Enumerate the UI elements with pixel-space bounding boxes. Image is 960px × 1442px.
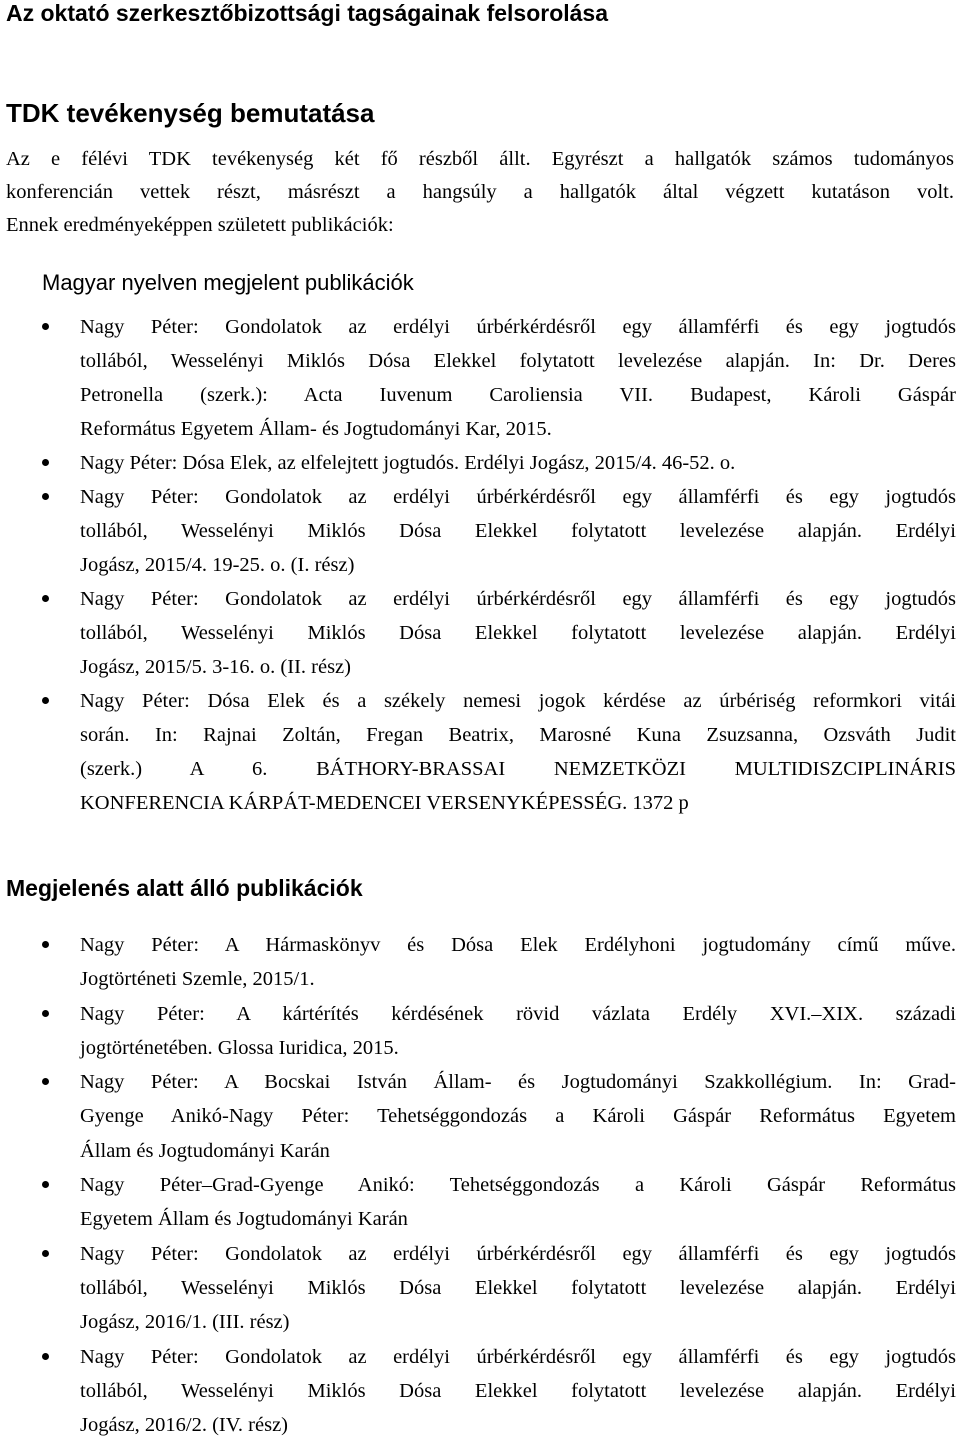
publication-item [0,1237,956,1340]
bullet-icon [42,997,62,1031]
publication-line: tollából, Wesselényi Miklós Dósa Elekkel folytatott levelezése alapján. Erdélyi [80,622,956,644]
publication-line: Állam és Jogtudományi Karán [80,1139,330,1162]
forthcoming-list [0,928,956,1442]
published-list [0,310,956,820]
publication-line: Jogtörténeti Szemle, 2015/1. [80,968,315,991]
publication-line: Nagy Péter: Gondolatok az erdélyi úrbérkérdésről egy államférfi és egy jogtudós [80,1345,956,1368]
publication-item [0,1168,956,1237]
publication-line: tollából, Wesselényi Miklós Dósa Elekkel folytatott levelezése alapján. Erdélyi [80,1276,956,1299]
publication-item [0,446,956,480]
publication-line: Jogász, 2015/4. 19-25. o. (I. rész) [80,554,355,576]
publication-item [0,1065,956,1168]
publication-line: Nagy Péter–Grad-Gyenge Anikó: Tehetséggondozás a Károli Gáspár Református [80,1174,956,1197]
bullet-icon [42,582,62,616]
publication-line: Nagy Péter: A Hármaskönyv és Dósa Elek Erdélyhoni jogtudomány című műve. [80,934,956,956]
bullet-icon [42,446,62,480]
publication-item [0,1340,956,1442]
bullet-icon [42,1168,62,1202]
bullet-icon [42,480,62,514]
publication-line: Református Egyetem Állam- és Jogtudományi Kar, 2015. [80,418,552,440]
publication-item [0,997,956,1066]
publication-line: tollából, Wesselényi Miklós Dósa Elekkel folytatott levelezése alapján. Erdélyi [80,520,956,542]
publication-item [0,582,956,684]
publication-item [0,480,956,582]
heading-forthcoming-publications: Megjelenés alatt álló publikációk [6,875,363,901]
publication-item [0,310,956,446]
publication-line: Nagy Péter: A Bocskai István Állam- és Jogtudományi Szakkollégium. In: Grad- [80,1071,956,1094]
publication-line: Nagy Péter: Dósa Elek, az elfelejtett jogtudós. Erdélyi Jogász, 2015/4. 46-52. o. [80,452,736,474]
publication-line: Egyetem Állam és Jogtudományi Karán [80,1208,408,1231]
heading-editorial-board: Az oktató szerkesztőbizottsági tagságainak felsorolása [6,0,609,26]
bullet-icon [42,1237,62,1271]
publication-line: Jogász, 2015/5. 3-16. o. (II. rész) [80,656,351,678]
publication-line: Petronella (szerk.): Acta Iuvenum Caroliensia VII. Budapest, Károli Gáspár [80,384,956,406]
publication-item [0,928,956,997]
publication-line: Nagy Péter: Gondolatok az erdélyi úrbérkérdésről egy államférfi és egy jogtudós [80,486,956,508]
publication-line: Nagy Péter: Gondolatok az erdélyi úrbérkérdésről egy államférfi és egy jogtudós [80,1242,956,1265]
publication-item [0,684,956,820]
publication-line: tollából, Wesselényi Miklós Dósa Elekkel folytatott levelezése alapján. In: Dr. Deres [80,350,956,372]
publication-line: Nagy Péter: Dósa Elek és a székely nemesi jogok kérdése az úrbériség reformkori vitái [80,690,956,712]
publication-line: KONFERENCIA KÁRPÁT-MEDENCEI VERSENYKÉPESSÉG. 1372 p [80,792,689,814]
heading-hungarian-publications: Magyar nyelven megjelent publikációk [42,270,414,295]
intro-line: Ennek eredményeképpen született publikációk: [6,214,394,236]
publication-line: Nagy Péter: Gondolatok az erdélyi úrbérkérdésről egy államférfi és egy jogtudós [80,316,956,338]
heading-tdk-activity: TDK tevékenység bemutatása [6,98,375,128]
intro-line: Az e félévi TDK tevékenység két fő részből állt. Egyrészt a hallgatók számos tudományos [6,148,954,170]
bullet-icon [42,928,62,962]
intro-paragraph [6,143,954,242]
intro-line: konferencián vettek részt, másrészt a hangsúly a hallgatók által végzett kutatáson volt. [6,181,954,203]
bullet-icon [42,310,62,344]
publication-line: Gyenge Anikó-Nagy Péter: Tehetséggondozás a Károli Gáspár Református Egyetem [80,1105,956,1128]
bullet-icon [42,684,62,718]
publication-line: Nagy Péter: A kártérítés kérdésének rövid vázlata Erdély XVI.–XIX. századi [80,1002,956,1025]
bullet-icon [42,1065,62,1099]
publication-line: Jogász, 2016/1. (III. rész) [80,1311,290,1334]
publication-line: tollából, Wesselényi Miklós Dósa Elekkel folytatott levelezése alapján. Erdélyi [80,1379,956,1402]
bullet-icon [42,1340,62,1374]
publication-line: Jogász, 2016/2. (IV. rész) [80,1414,288,1437]
publication-line: Nagy Péter: Gondolatok az erdélyi úrbérkérdésről egy államférfi és egy jogtudós [80,588,956,610]
publication-line: során. In: Rajnai Zoltán, Fregan Beatrix, Marosné Kuna Zsuzsanna, Ozsváth Judit [80,724,956,746]
publication-line: (szerk.) A 6. BÁTHORY-BRASSAI NEMZETKÖZI MULTIDISZCIPLINÁRIS [80,758,956,780]
publication-line: jogtörténetében. Glossa Iuridica, 2015. [80,1036,399,1059]
